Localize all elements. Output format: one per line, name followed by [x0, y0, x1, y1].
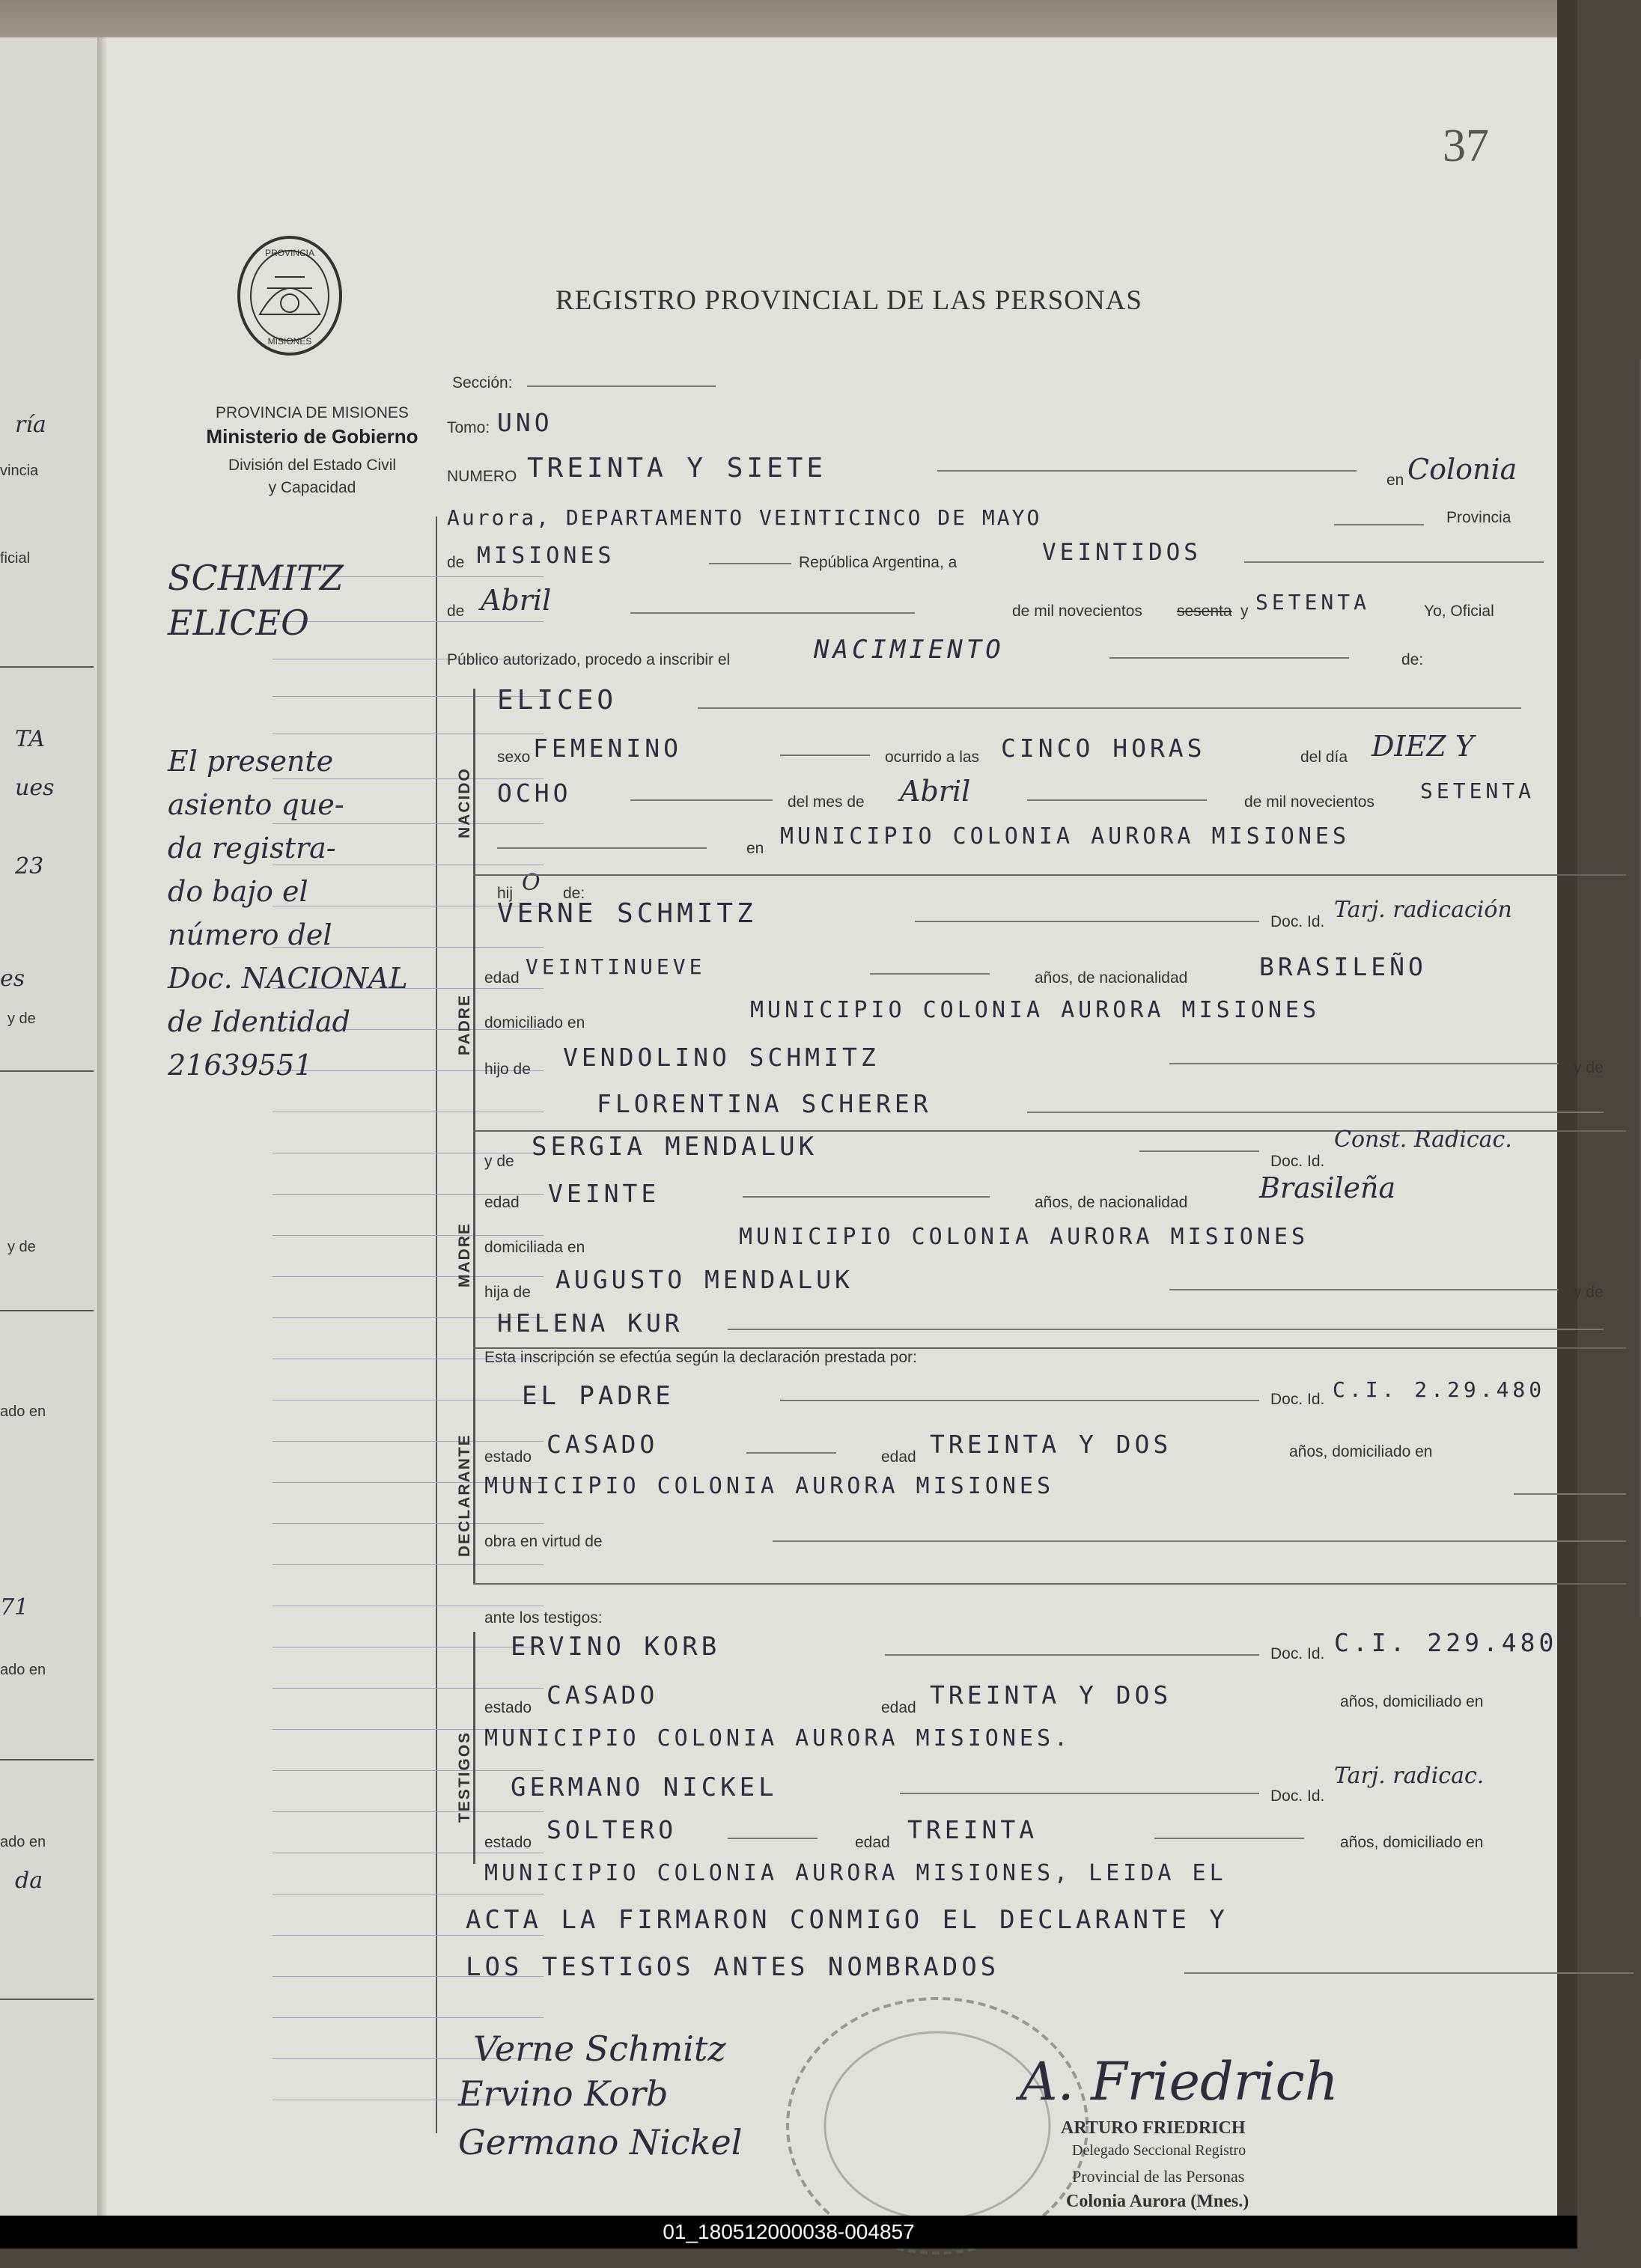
left-fragment: ado en [0, 1662, 46, 1678]
y-de-label: y de [1574, 1284, 1604, 1301]
fill-line [1169, 1289, 1559, 1290]
hijo-label: hij [497, 885, 514, 902]
anio-value: SETENTA [1255, 590, 1371, 615]
fill-line [1244, 561, 1544, 563]
yo-oficial-label: Yo, Oficial [1424, 603, 1494, 620]
fill-line [1514, 1493, 1626, 1495]
section-separator [473, 1583, 1626, 1585]
obra-label: obra en virtud de [484, 1533, 603, 1550]
fill-line [728, 1838, 818, 1839]
de-mil-nov-label: de mil novecientos [1244, 793, 1374, 811]
fill-line [1109, 657, 1349, 659]
publico-label: Público autorizado, procedo a inscribir el [447, 651, 731, 668]
fill-line [709, 563, 791, 564]
doc-id-label: Doc. Id. [1270, 913, 1325, 930]
fill-line [773, 1540, 1626, 1542]
padre-padre-value: VENDOLINO SCHMITZ [563, 1043, 880, 1072]
fill-line [885, 1654, 1259, 1656]
stamp-line: Colonia Aurora (Mnes.) [1066, 2192, 1249, 2211]
tomo-value: UNO [497, 408, 553, 437]
domiciliada-label: domiciliada en [484, 1239, 585, 1256]
hijo-suffix-value: O [522, 870, 541, 896]
declarante-edad-value: TREINTA Y DOS [930, 1430, 1172, 1459]
testigo2-value: GERMANO NICKEL [511, 1772, 778, 1802]
closing-line-1: ACTA LA FIRMARON CONMIGO EL DECLARANTE Y [466, 1905, 1229, 1935]
left-fragment: y de [7, 1239, 36, 1255]
fecha-dia-value: VEINTIDOS [1042, 539, 1202, 566]
padre-nombre-value: VERNE SCHMITZ [497, 898, 757, 929]
fill-line [870, 973, 990, 975]
left-fragment: ficial [0, 550, 31, 567]
left-rule [0, 1759, 94, 1761]
margin-rule [273, 1935, 544, 1936]
doc-id-label: Doc. Id. [1270, 1391, 1325, 1408]
madre-edad-value: VEINTE [548, 1179, 660, 1208]
estado-label: estado [484, 1834, 532, 1851]
fill-line [630, 612, 915, 614]
de-label: de [447, 554, 465, 571]
fill-line [1027, 1112, 1604, 1113]
estado-label: estado [484, 1699, 532, 1716]
edad-label: edad [484, 969, 520, 987]
margin-divider [436, 516, 437, 2133]
fill-line [743, 1196, 990, 1198]
padre-section-label: PADRE [456, 994, 473, 1055]
testigo1-estado-value: CASADO [547, 1680, 659, 1710]
ministry-label: Ministerio de Gobierno [206, 425, 418, 448]
fill-line [1184, 1972, 1634, 1974]
seccion-label: Sección: [452, 374, 513, 391]
signature-official: A. Friedrich [1020, 2051, 1339, 2112]
edad-label: edad [881, 1699, 916, 1716]
de-mil-label: de mil novecientos [1012, 603, 1142, 620]
declarante-doc-value: C.I. 2.29.480 [1333, 1377, 1546, 1402]
fill-line [900, 1793, 1259, 1794]
anos-dom-label: años, domiciliado en [1340, 1693, 1484, 1710]
margin-note-line: asiento que- [168, 788, 344, 821]
left-fragment: vincia [0, 463, 39, 479]
testigo1-value: ERVINO KORB [511, 1632, 721, 1662]
fill-line [746, 1452, 836, 1454]
mes-value: Abril [900, 775, 971, 808]
seal-text: PROVINCIA [264, 248, 315, 258]
left-fragment: ado en [0, 1403, 46, 1420]
margin-rule [273, 1770, 544, 1771]
sesenta-struck: sesenta [1177, 603, 1232, 620]
margin-note-line: número del [168, 918, 332, 951]
fill-line [780, 755, 870, 756]
margin-rule [273, 1811, 544, 1812]
image-caption: 01_180512000038-004857 [0, 2216, 1577, 2249]
left-fragment: 71 [0, 1594, 29, 1621]
closing-line-2: LOS TESTIGOS ANTES NOMBRADOS [466, 1952, 1000, 1982]
fill-line [1334, 524, 1424, 525]
margin-note-line: da registra- [168, 832, 336, 865]
hijo-de-label: hijo de [484, 1061, 531, 1078]
doc-id-label: Doc. Id. [1270, 1153, 1325, 1170]
provincia-label: Provincia [1446, 509, 1511, 526]
hora-value: CINCO HORAS [1001, 734, 1206, 763]
seal-text: MISIONES [267, 336, 312, 347]
testigo2-doc-value: Tarj. radicac. [1334, 1763, 1485, 1789]
testigo2-estado-value: SOLTERO [547, 1815, 678, 1844]
page-number: 37 [1443, 121, 1489, 171]
y-de-label: y de [484, 1153, 514, 1170]
madre-madre-value: HELENA KUR [497, 1308, 684, 1338]
madre-padre-value: AUGUSTO MENDALUK [555, 1265, 853, 1294]
tomo-label: Tomo: [447, 419, 490, 436]
stamp-line: Provincial de las Personas [1072, 2167, 1245, 2186]
edad-label: edad [881, 1448, 916, 1466]
fill-line [1169, 1063, 1559, 1064]
acto-value: NACIMIENTO [814, 635, 1005, 665]
page-fold [97, 37, 106, 2216]
province-label: PROVINCIA DE MISIONES [216, 404, 409, 421]
sexo-value: FEMENINO [533, 734, 682, 763]
declarante-dom-value: MUNICIPIO COLONIA AURORA MISIONES [484, 1473, 1055, 1499]
seccion-line [527, 385, 716, 387]
padre-dom-value: MUNICIPIO COLONIA AURORA MISIONES [750, 997, 1321, 1023]
testigo1-doc-value: C.I. 229.480 [1334, 1628, 1558, 1657]
testigo2-edad-value: TREINTA [907, 1815, 1038, 1844]
madre-nac-value: Brasileña [1259, 1171, 1396, 1204]
signature-witness-2: Germano Nickel [458, 2122, 743, 2162]
page-title: REGISTRO PROVINCIAL DE LAS PERSONAS [555, 285, 1142, 316]
division-label: División del Estado Civil [228, 457, 397, 474]
left-fragment: y de [7, 1010, 36, 1027]
left-fragment: ado en [0, 1834, 46, 1850]
madre-section-label: MADRE [456, 1222, 473, 1287]
margin-id-number: 21639551 [168, 1049, 313, 1082]
left-rule [0, 666, 94, 668]
signature-witness-1: Ervino Korb [458, 2073, 669, 2114]
margin-rule [273, 1276, 544, 1277]
del-dia-label: del día [1300, 749, 1348, 766]
fill-line [1154, 1838, 1304, 1839]
madre-dom-value: MUNICIPIO COLONIA AURORA MISIONES [739, 1224, 1309, 1250]
testigo1-edad-value: TREINTA Y DOS [930, 1680, 1172, 1710]
declarante-section-label: DECLARANTE [456, 1433, 473, 1557]
lugar-value: Aurora, DEPARTAMENTO VEINTICINCO DE MAYO [447, 505, 1042, 530]
left-fragment: da [15, 1868, 43, 1894]
edad-label: edad [484, 1194, 520, 1211]
fill-line [497, 847, 707, 849]
margin-rule [273, 2017, 544, 2018]
en-value: Colonia [1407, 453, 1517, 486]
ocurrido-label: ocurrido a las [885, 749, 980, 766]
padre-nac-value: BRASILEÑO [1259, 952, 1427, 981]
dia-value-cont: OCHO [497, 778, 572, 808]
stamp-name: ARTURO FRIEDRICH [1061, 2118, 1246, 2138]
left-fragment: es [0, 966, 25, 992]
margin-rule [273, 1235, 544, 1236]
stamp-line: Delegado Seccional Registro [1072, 2142, 1246, 2159]
padre-edad-value: VEINTINUEVE [526, 954, 706, 979]
fill-line [630, 799, 773, 801]
sexo-label: sexo [497, 749, 531, 766]
declarante-value: EL PADRE [522, 1381, 675, 1411]
margin-rule [273, 1564, 544, 1565]
register-page [106, 37, 1604, 2216]
numero-label: NUMERO [447, 468, 517, 485]
margin-given-name: ELICEO [168, 603, 309, 643]
left-fragment: ues [15, 775, 55, 801]
anos-dom-label: años, domiciliado en [1289, 1443, 1433, 1460]
inscripcion-label: Esta inscripción se efectúa según la declaración prestada por: [484, 1349, 917, 1366]
de-label: de [447, 603, 465, 620]
margin-rule [273, 621, 544, 622]
estado-label: estado [484, 1448, 532, 1466]
en-label: en [746, 840, 764, 857]
doc-id-label: Doc. Id. [1270, 1645, 1325, 1662]
margin-surname: SCHMITZ [168, 558, 344, 598]
del-mes-label: del mes de [788, 793, 865, 811]
margin-rule [273, 1688, 544, 1689]
padre-madre-value: FLORENTINA SCHERER [597, 1089, 932, 1118]
doc-id-label: Doc. Id. [1270, 1787, 1325, 1805]
anio-nac-value: SETENTA [1420, 778, 1535, 803]
provincia-value: MISIONES [477, 543, 615, 569]
book-spine [1557, 0, 1577, 2216]
margin-note-line: El presente [168, 745, 334, 778]
testigo2-dom-value: MUNICIPIO COLONIA AURORA MISIONES, LEIDA EL [484, 1860, 1227, 1886]
testigo1-dom-value: MUNICIPIO COLONIA AURORA MISIONES. [484, 1725, 1072, 1752]
left-rule [0, 1999, 94, 2000]
y-de-label: y de [1574, 1059, 1604, 1076]
section-separator [473, 1347, 1626, 1349]
de-label: de: [563, 885, 585, 902]
madre-nombre-value: SERGIA MENDALUK [532, 1132, 818, 1162]
fill-line [1027, 799, 1207, 801]
margin-note-line: do bajo el [168, 875, 308, 908]
fill-line [728, 1329, 1604, 1330]
margin-note-line: Doc. NACIONAL [168, 962, 408, 995]
fill-line [698, 707, 1521, 709]
en-label: en [1386, 472, 1404, 489]
provincial-seal-icon [234, 232, 346, 359]
hija-de-label: hija de [484, 1284, 531, 1301]
left-fragment: 23 [15, 853, 44, 880]
fecha-mes-value: Abril [481, 584, 552, 617]
signature-father: Verne Schmitz [473, 2028, 726, 2069]
domiciliado-label: domiciliado en [484, 1014, 585, 1031]
edad-label: edad [855, 1834, 890, 1851]
fill-line [1139, 1150, 1259, 1152]
testigos-label: ante los testigos: [484, 1609, 603, 1627]
section-separator [473, 874, 1626, 876]
margin-note-line: de Identidad [168, 1005, 350, 1038]
division-label: y Capacidad [268, 479, 356, 496]
nombre-value: ELICEO [497, 685, 618, 716]
anos-dom-label: años, domiciliado en [1340, 1834, 1484, 1851]
margin-rule [273, 1523, 544, 1524]
republica-label: República Argentina, a [799, 554, 957, 571]
fill-line [915, 921, 1259, 922]
left-facing-page [0, 37, 100, 2216]
left-rule [0, 1070, 94, 1072]
dia-value: DIEZ Y [1371, 730, 1474, 763]
anos-nac-label: años, de nacionalidad [1035, 1194, 1188, 1211]
lugar-nac-value: MUNICIPIO COLONIA AURORA MISIONES [780, 823, 1351, 850]
nacido-section-label: NACIDO [456, 767, 473, 838]
de-colon-label: de: [1401, 651, 1424, 668]
testigos-section-label: TESTIGOS [456, 1731, 473, 1823]
left-fragment: ría [15, 412, 46, 438]
padre-doc-value: Tarj. radicación [1334, 897, 1512, 923]
left-rule [0, 1310, 94, 1311]
numero-value: TREINTA Y SIETE [527, 453, 827, 484]
anos-nac-label: años, de nacionalidad [1035, 969, 1188, 987]
margin-rule [273, 1441, 544, 1442]
y-label: y [1240, 603, 1249, 620]
left-fragment: TA [15, 726, 46, 752]
fill-line [780, 1400, 1259, 1401]
madre-doc-value: Const. Radicac. [1334, 1127, 1512, 1153]
margin-rule [273, 823, 544, 824]
fill-line [937, 470, 1357, 472]
declarante-estado-value: CASADO [547, 1430, 659, 1459]
